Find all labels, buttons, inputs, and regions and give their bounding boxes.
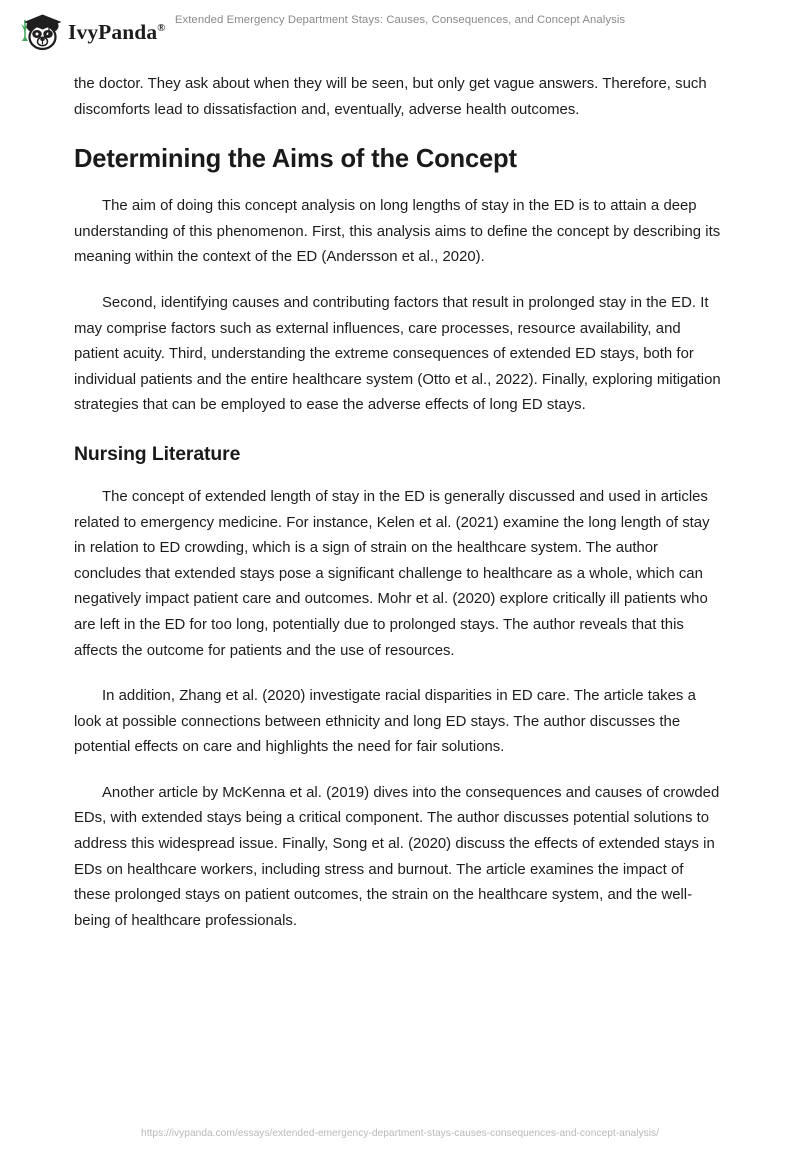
document-title-header: Extended Emergency Department Stays: Causes, Consequences, and Concept Analysis <box>174 14 626 26</box>
section-heading: Determining the Aims of the Concept <box>74 145 517 174</box>
body-paragraph: The aim of doing this concept analysis on long lengths of stay in the ED is to attain a deep understanding of this phenomenon. First, this analysis aims to define the concept by describing its meaning within the context of the ED (Andersson et al., 2020). <box>74 198 721 266</box>
body-paragraph: The concept of extended length of stay in the ED is generally discussed and used in articles related to emergency medicine. For instance, Kelen et al. (2021) examine the long length of stay in relation to ED crowding, which is a sign of strain on the healthcare system. The author concludes that extended stays pose a significant challenge to healthcare as a whole, which can negatively impact patient care and outcomes. Mohr et al. (2020) explore critically ill patients who are left in the ED for too long, potentially due to prolonged stays. The author reveals that this affects the outcome for patients and the use of resources. <box>74 488 710 659</box>
body-paragraph: the doctor. They ask about when they will be seen, but only get vague answers. Therefore, such discomforts lead to dissatisfaction and, eventually, adverse health outcomes. <box>74 76 707 118</box>
body-paragraph: Another article by McKenna et al. (2019) dives into the consequences and causes of crowded EDs, with extended stays being a critical component. The author discusses potential solutions to address this widespread issue. Finally, Song et al. (2020) discuss the effects of extended stays in EDs on healthcare workers, including stress and burnout. The article examines the impact of these prolonged stays on patient outcomes, the strain on the healthcare system, and the well-being of healthcare professionals. <box>74 784 720 929</box>
brand-name-text: IvyPanda <box>68 20 158 45</box>
registered-trademark-symbol: ® <box>157 23 166 35</box>
body-paragraph: In addition, Zhang et al. (2020) investigate racial disparities in ED care. The article takes a look at possible connections between ethnicity and long ED stays. The author discusses the potential effects on care and highlights the need for fair solutions. <box>74 688 696 756</box>
page-header <box>0 0 800 62</box>
body-paragraph: Second, identifying causes and contributing factors that result in prolonged stay in the ED. It may comprise factors such as external influences, care processes, resource availability, and patient acuity. Third, understanding the extreme consequences of extended ED stays, both for individual patients and the entire healthcare system (Otto et al., 2022). Finally, exploring mitigation strategies that can be employed to ease the adverse effects of long ED stays. <box>74 294 721 414</box>
subsection-heading: Nursing Literature <box>74 442 241 465</box>
source-url-link[interactable]: https://ivypanda.com/essays/extended-emergency-department-stays-causes-consequences-and-concept-analysis/ <box>141 1128 659 1139</box>
document-body <box>74 72 724 954</box>
page-footer <box>0 1123 800 1141</box>
